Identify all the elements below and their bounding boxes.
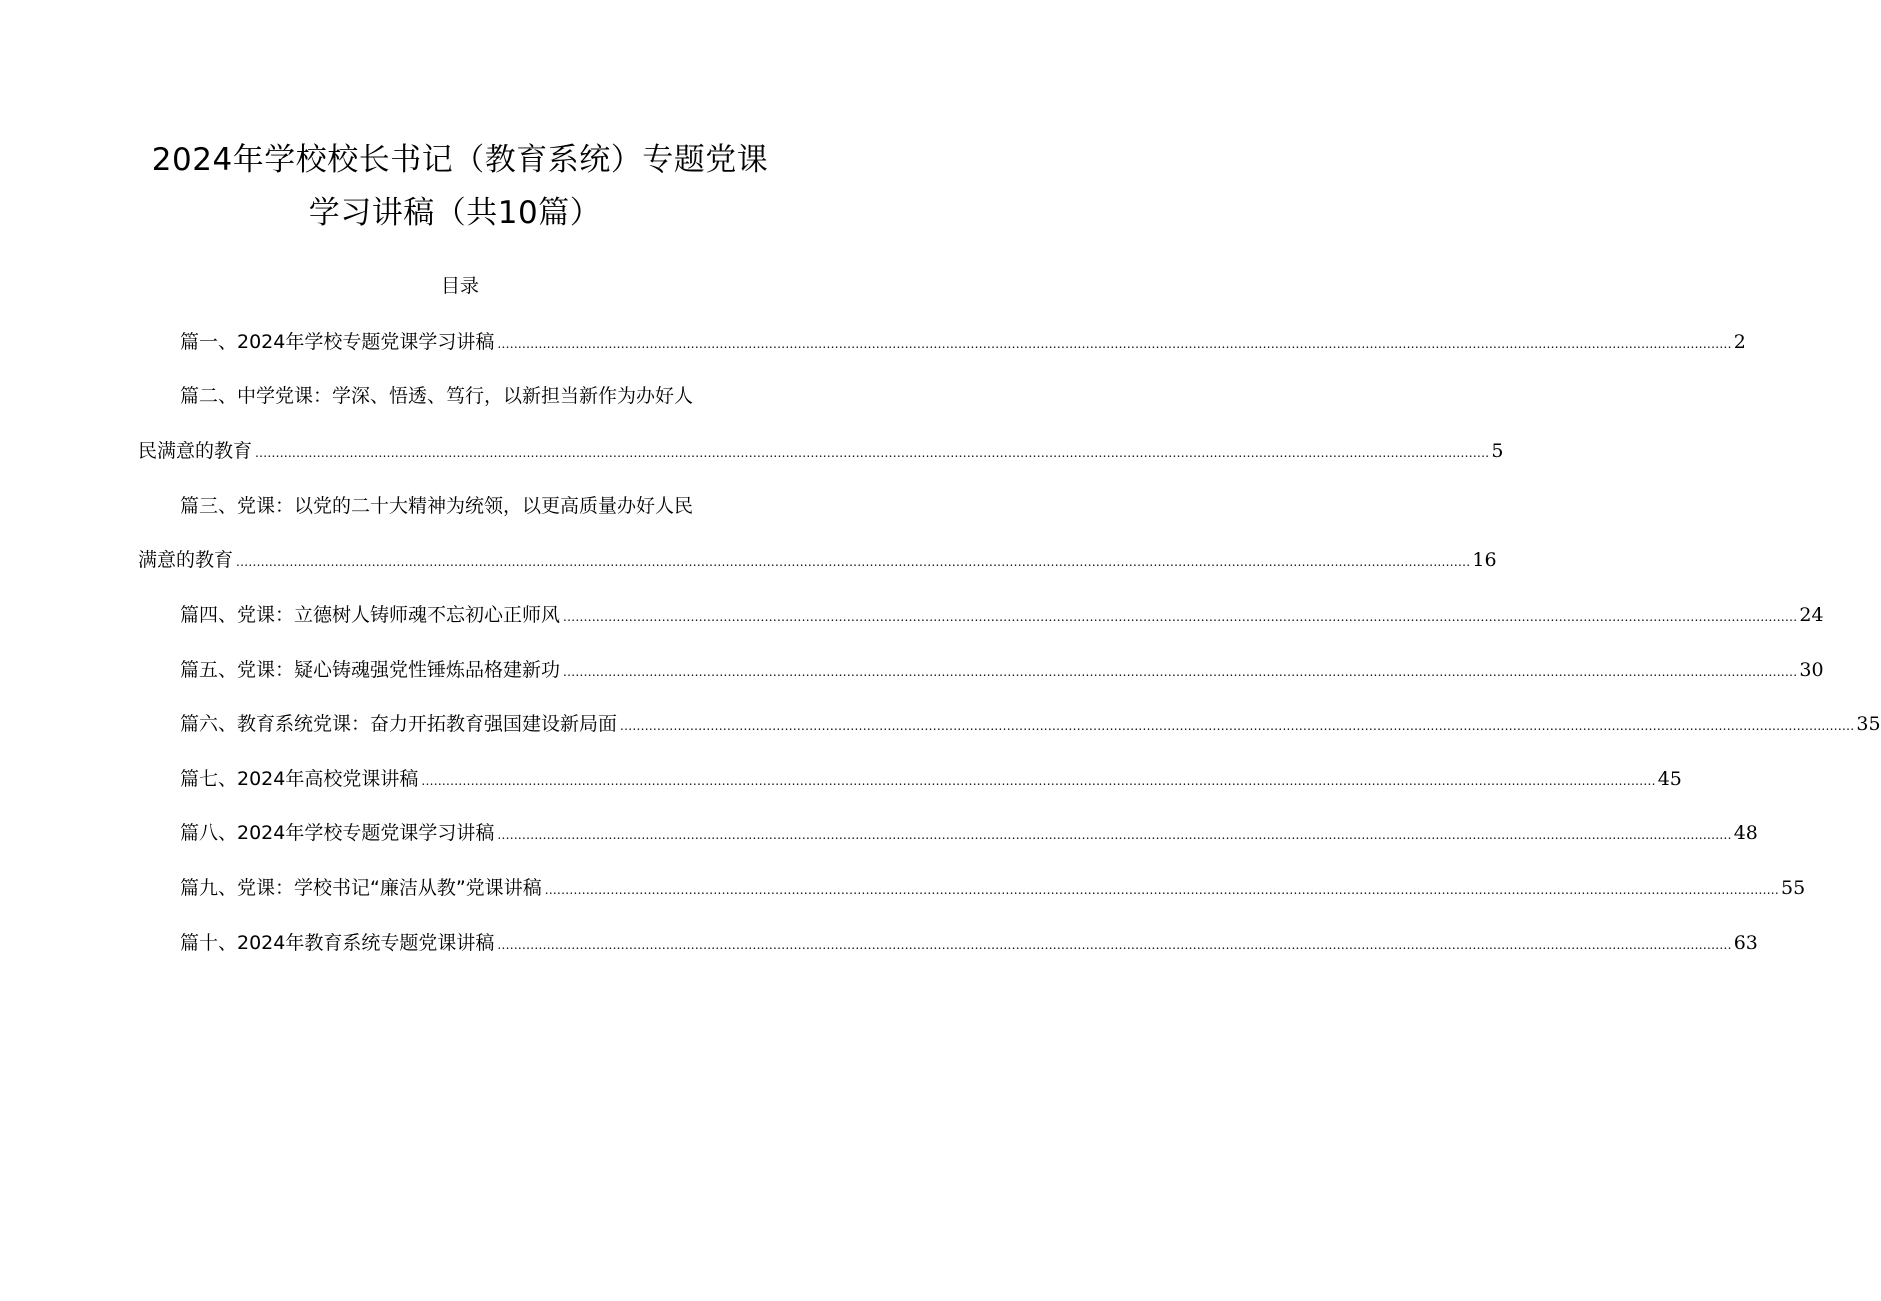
toc-leader-dots: ............................................................................................................................................................................................................................................................................................................ xyxy=(497,938,1732,952)
toc-entry-7[interactable] xyxy=(180,764,1682,796)
document-title-line-2: 学习讲稿（共10篇） xyxy=(308,195,602,231)
toc-entry-text: 篇九、党课：学校书记“廉洁从教”党课讲稿 xyxy=(180,877,542,899)
toc-entry-1[interactable] xyxy=(180,327,1746,359)
toc-entry-3-line-2[interactable] xyxy=(138,545,1497,577)
toc-entry-10[interactable] xyxy=(180,928,1758,960)
toc-page-number: 55 xyxy=(1781,877,1806,899)
toc-page-number: 35 xyxy=(1856,713,1881,735)
toc-leader-dots: ............................................................................................................................................................................................................................................................................................................ xyxy=(544,883,1780,897)
toc-leader-dots: ............................................................................................................................................................................................................................................................................................................ xyxy=(255,446,1490,460)
toc-leader-dots: ............................................................................................................................................................................................................................................................................................................ xyxy=(497,337,1732,351)
toc-entry-9[interactable] xyxy=(180,873,1806,905)
toc-entry-8[interactable] xyxy=(180,818,1758,850)
toc-leader-dots: ............................................................................................................................................................................................................................................................................................................ xyxy=(563,610,1798,624)
toc-entry-text: 篇十、2024年教育系统专题党课讲稿 xyxy=(180,932,495,954)
toc-page-number: 48 xyxy=(1733,822,1758,844)
toc-entry-text: 篇四、党课：立德树人铸师魂不忘初心正师风 xyxy=(180,604,561,626)
toc-entry-3-line-1[interactable]: 篇三、党课：以党的二十大精神为统领，以更高质量办好人民 xyxy=(180,495,694,517)
toc-page-number: 45 xyxy=(1657,768,1682,790)
toc-entry-text: 民满意的教育 xyxy=(138,440,253,462)
toc-page-number: 5 xyxy=(1491,440,1504,462)
toc-entry-text: 篇七、2024年高校党课讲稿 xyxy=(180,768,419,790)
document-title-line-1: 2024年学校校长书记（教育系统）专题党课 xyxy=(151,142,769,178)
toc-entry-4[interactable] xyxy=(180,600,1824,632)
toc-entry-6[interactable] xyxy=(180,709,1881,741)
toc-entry-text: 篇八、2024年学校专题党课学习讲稿 xyxy=(180,822,495,844)
toc-page-number: 16 xyxy=(1472,549,1497,571)
toc-heading: 目录 xyxy=(440,275,479,297)
toc-leader-dots: ............................................................................................................................................................................................................................................................................................................ xyxy=(421,774,1656,788)
toc-leader-dots: ............................................................................................................................................................................................................................................................................................................ xyxy=(236,555,1471,569)
toc-entry-text: 篇一、2024年学校专题党课学习讲稿 xyxy=(180,331,495,353)
toc-entry-2-line-2[interactable] xyxy=(138,436,1504,468)
toc-entry-text: 篇五、党课：疑心铸魂强党性锤炼品格建新功 xyxy=(180,659,561,681)
toc-leader-dots: ............................................................................................................................................................................................................................................................................................................ xyxy=(620,719,1855,733)
toc-page-number: 63 xyxy=(1733,932,1758,954)
toc-leader-dots: ............................................................................................................................................................................................................................................................................................................ xyxy=(563,665,1798,679)
toc-page-number: 2 xyxy=(1733,331,1746,353)
toc-entry-5[interactable] xyxy=(180,655,1824,687)
toc-page-number: 24 xyxy=(1799,604,1824,626)
toc-entry-text: 篇六、教育系统党课：奋力开拓教育强国建设新局面 xyxy=(180,713,618,735)
toc-entry-2-line-1[interactable]: 篇二、中学党课：学深、悟透、笃行，以新担当新作为办好人 xyxy=(180,385,694,407)
toc-entry-text: 满意的教育 xyxy=(138,549,234,571)
toc-page-number: 30 xyxy=(1799,659,1824,681)
toc-leader-dots: ............................................................................................................................................................................................................................................................................................................ xyxy=(497,828,1732,842)
